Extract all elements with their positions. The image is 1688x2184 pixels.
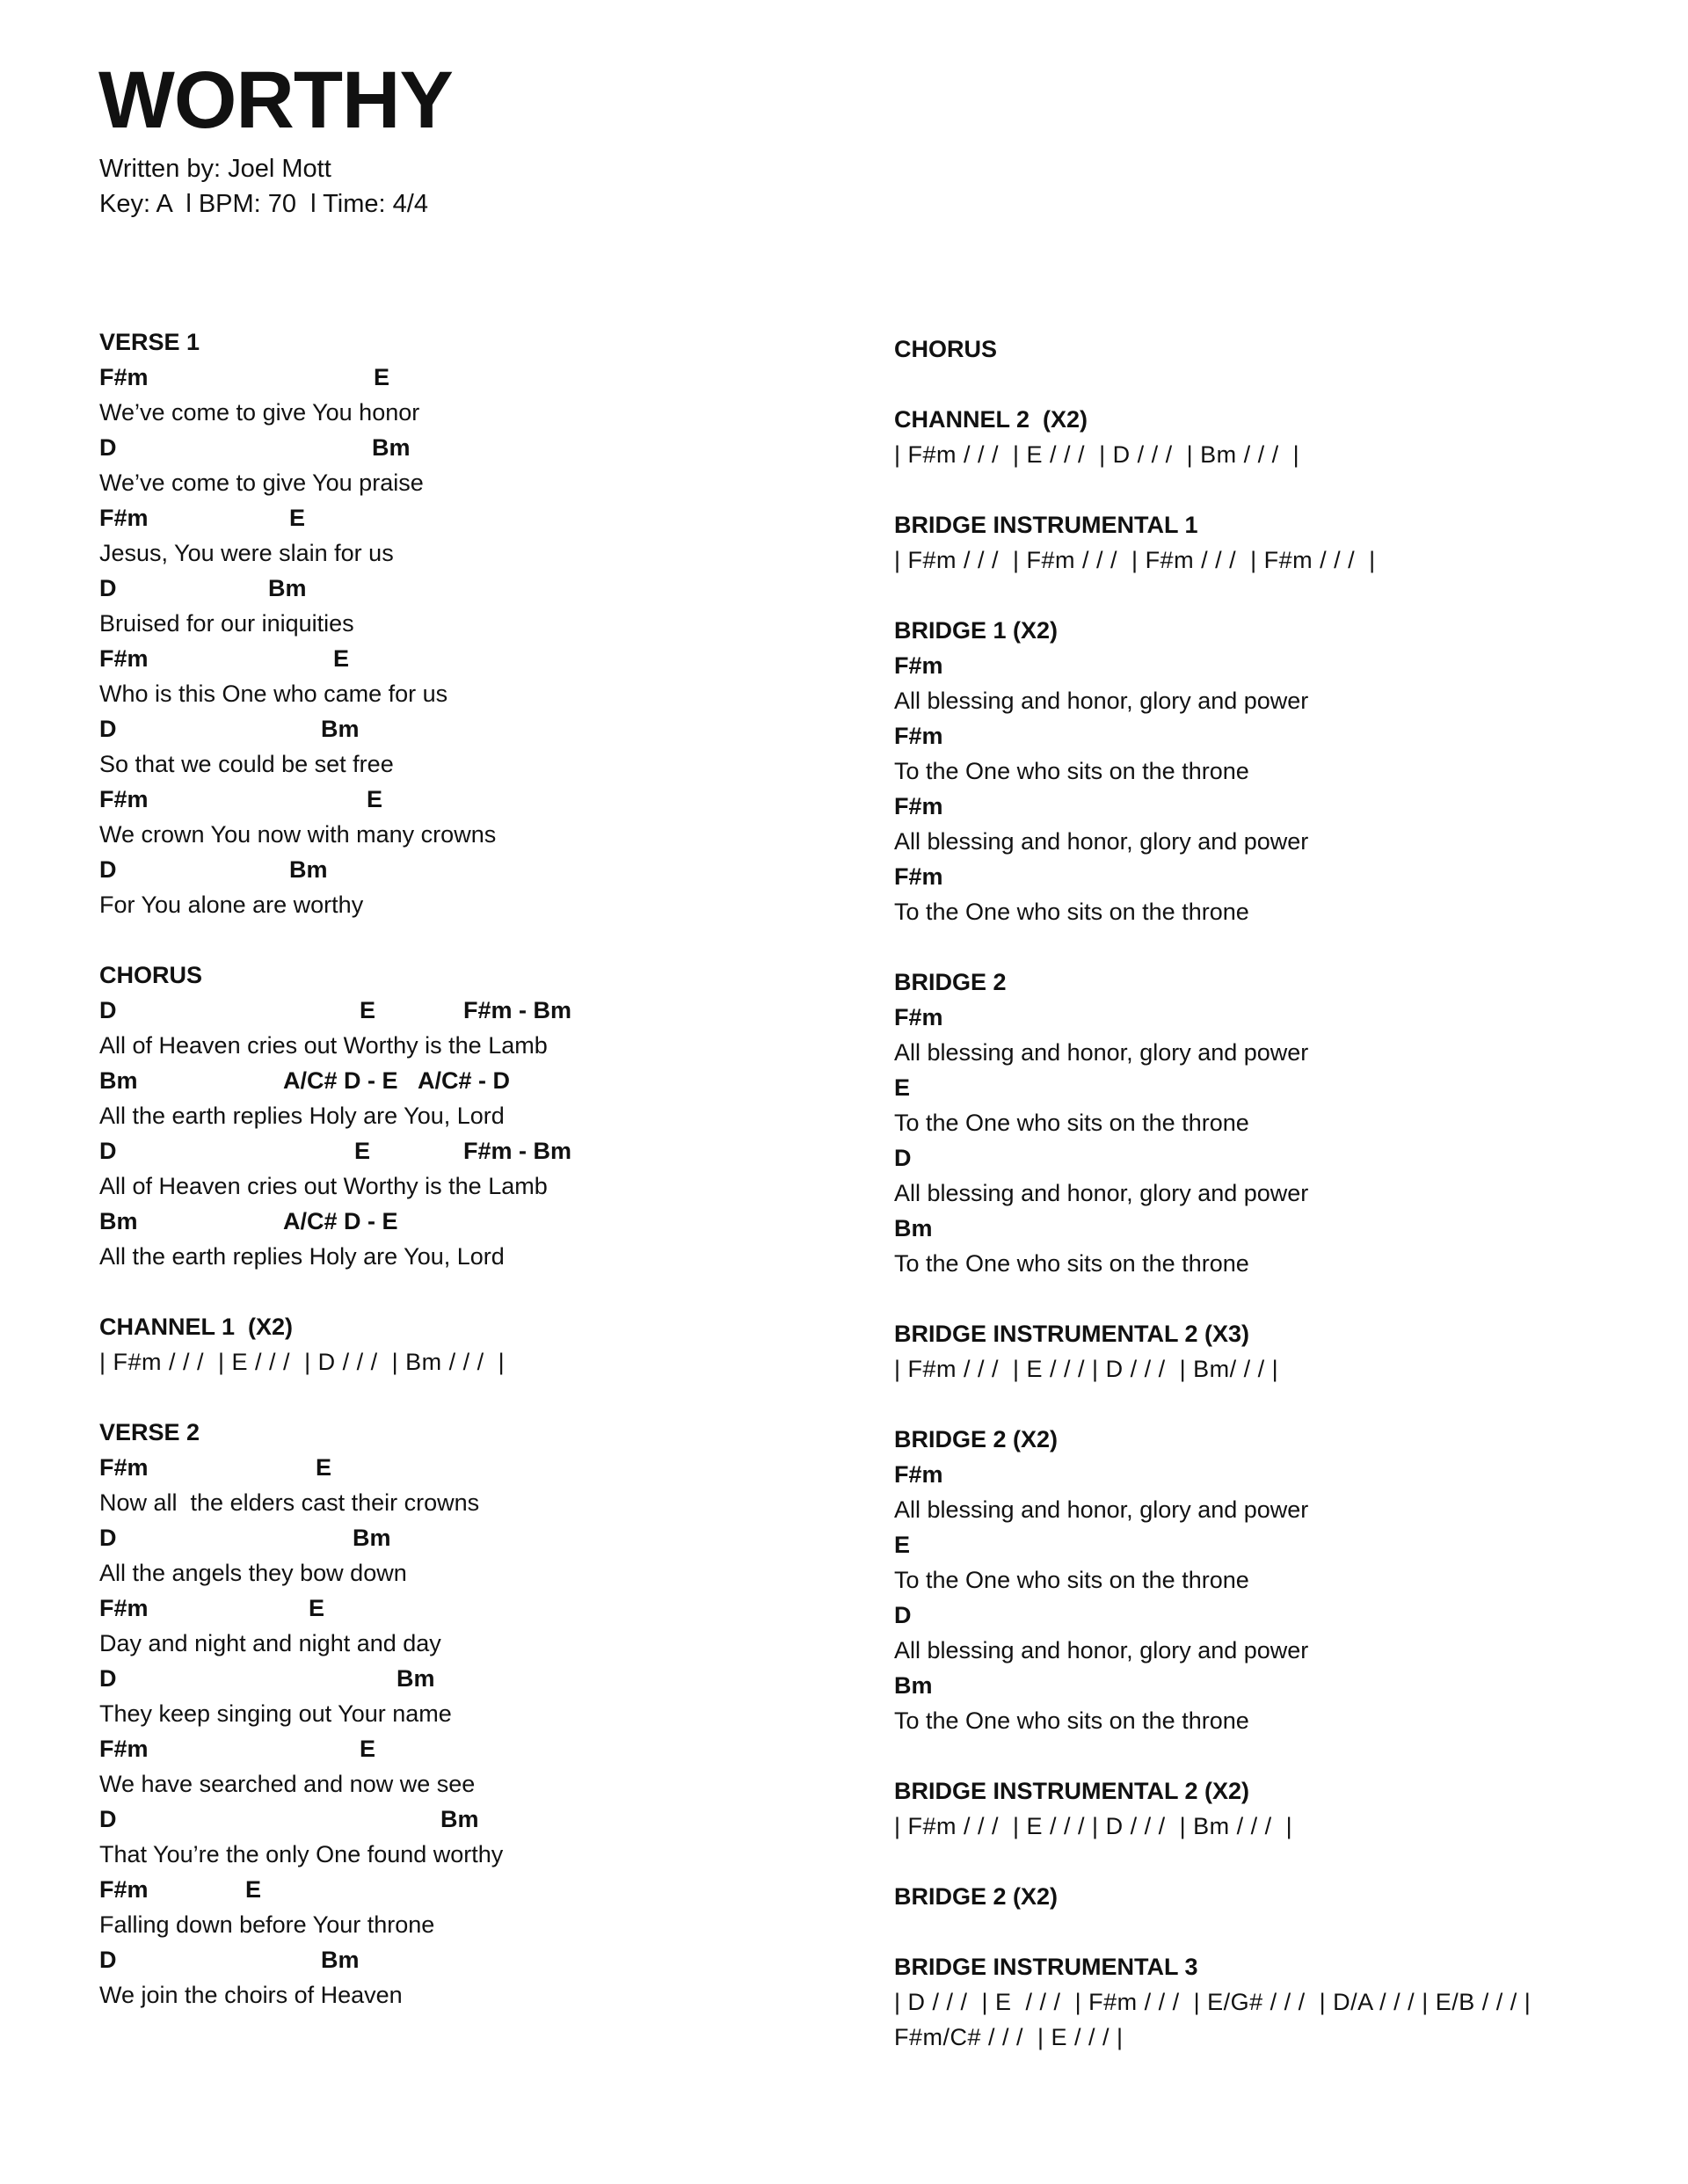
chord-line (99, 1942, 820, 1977)
lyric-line: For You alone are worthy (99, 892, 364, 918)
chord: F#m (99, 1876, 149, 1903)
lyric-line: All blessing and honor, glory and power (894, 1039, 1309, 1066)
lyric-line: All the angels they bow down (99, 1560, 407, 1586)
section-bridge-2-x2-repeat (894, 1879, 1668, 1914)
chord: Bm (397, 1665, 435, 1692)
chord: Bm (894, 1672, 933, 1699)
bar-line: | F#m / / / | E / / / | D / / / | Bm / / / | (894, 441, 1300, 468)
lyric-line: Who is this One who came for us (99, 681, 448, 707)
section-bridge-instrumental-3 (894, 1949, 1668, 2055)
chord: F#m (99, 1454, 149, 1481)
lyric-line: To the One who sits on the throne (894, 1567, 1249, 1593)
chord: D (99, 1665, 117, 1692)
section-heading: BRIDGE INSTRUMENTAL 1 (894, 512, 1198, 538)
section-heading: CHANNEL 2 (X2) (894, 406, 1088, 433)
section-bridge-2 (894, 965, 1668, 1281)
chord: Bm (894, 1215, 933, 1241)
written-by: Written by: Joel Mott (99, 155, 331, 183)
chord: Bm (99, 1067, 138, 1094)
song-meta (99, 151, 428, 222)
lyric-line: Bruised for our iniquities (99, 610, 354, 637)
chord: D (99, 856, 117, 883)
section-heading: BRIDGE 2 (X2) (894, 1426, 1059, 1452)
chord-line (99, 1520, 820, 1555)
lyric-line: To the One who sits on the throne (894, 899, 1249, 925)
chord-line (99, 1802, 820, 1837)
song-details: Key: A l BPM: 70 l Time: 4/4 (99, 190, 428, 218)
chord: D (99, 1138, 117, 1164)
bar-line: | F#m / / / | F#m / / / | F#m / / / | F#m / / / | (894, 547, 1376, 573)
chord-line (99, 1731, 820, 1766)
lyric-line: All blessing and honor, glory and power (894, 1637, 1309, 1663)
chord: F#m (99, 645, 149, 672)
chord: D (99, 1525, 117, 1551)
chord: E (333, 645, 350, 672)
left-column (99, 324, 820, 2048)
lyric-line: We have searched and now we see (99, 1771, 476, 1797)
lyric-line: All the earth replies Holy are You, Lord (99, 1103, 505, 1129)
section-bridge-2-x2 (894, 1422, 1668, 1738)
right-column (894, 331, 1668, 2090)
lyric-line: We crown You now with many crowns (99, 821, 497, 848)
chord: E (245, 1876, 262, 1903)
lyric-line: All blessing and honor, glory and power (894, 828, 1309, 855)
lyric-line: To the One who sits on the throne (894, 1250, 1249, 1277)
chord-line (99, 571, 820, 606)
chord: F#m (99, 1736, 149, 1762)
chord-line (99, 1133, 820, 1168)
section-heading: BRIDGE INSTRUMENTAL 2 (X2) (894, 1778, 1250, 1804)
chord-line (99, 1204, 820, 1239)
section-verse-1 (99, 324, 820, 922)
section-chorus (99, 957, 820, 1274)
section-bridge-instrumental-1 (894, 507, 1668, 578)
chord: A/C# - D (418, 1067, 511, 1094)
chord: Bm (99, 1208, 138, 1234)
chord: E (354, 1138, 371, 1164)
chord-line (99, 852, 820, 887)
lyric-line: We join the choirs of Heaven (99, 1982, 403, 2008)
chord: E (360, 1736, 376, 1762)
section-verse-2 (99, 1415, 820, 2013)
section-heading: VERSE 1 (99, 329, 200, 355)
chord: F#m (99, 505, 149, 531)
bar-line: F#m/C# / / / | E / / / | (894, 2024, 1124, 2050)
section-chorus-repeat (894, 331, 1668, 367)
section-heading: BRIDGE 1 (X2) (894, 617, 1059, 644)
lyric-line: To the One who sits on the throne (894, 1707, 1249, 1734)
chord-line (99, 1872, 820, 1907)
chord: Bm (353, 1525, 391, 1551)
bar-line: | F#m / / / | E / / / | D / / / | Bm / / / | (99, 1349, 506, 1375)
lyric-line: Jesus, You were slain for us (99, 540, 394, 566)
chord: E (894, 1074, 911, 1101)
chord: D (99, 716, 117, 742)
section-channel-1 (99, 1309, 820, 1380)
lyric-line: Now all the elders cast their crowns (99, 1489, 480, 1516)
chord: F#m (99, 364, 149, 390)
chord: F#m (894, 652, 943, 679)
section-bridge-instrumental-2-x3 (894, 1316, 1668, 1387)
section-heading: BRIDGE 2 (X2) (894, 1883, 1059, 1910)
chord: D (894, 1602, 912, 1628)
lyric-line: Falling down before Your throne (99, 1911, 435, 1938)
chord: D (99, 434, 117, 461)
lyric-line: To the One who sits on the throne (894, 758, 1249, 784)
chord-line (99, 1591, 820, 1626)
chord-line (99, 1063, 820, 1098)
chord: Bm (268, 575, 307, 601)
bar-line: | F#m / / / | E / / / | D / / / | Bm/ / / | (894, 1356, 1279, 1382)
chord: D (894, 1145, 912, 1171)
lyric-line: We’ve come to give You praise (99, 470, 424, 496)
lyric-line: We’ve come to give You honor (99, 399, 420, 426)
lyric-line: They keep singing out Your name (99, 1700, 452, 1727)
chord: E (289, 505, 306, 531)
lyric-line: All blessing and honor, glory and power (894, 1496, 1309, 1523)
chord: E (374, 364, 390, 390)
chord-line (99, 360, 820, 395)
chord-line (99, 430, 820, 465)
chord: E (367, 786, 383, 812)
chord-line (99, 500, 820, 535)
chord: F#m (894, 793, 943, 819)
chord: A/C# D - E (283, 1067, 398, 1094)
section-channel-2 (894, 402, 1668, 472)
lyric-line: All of Heaven cries out Worthy is the Lamb (99, 1032, 548, 1059)
chord-line (99, 1450, 820, 1485)
lyric-line: That You’re the only One found worthy (99, 1841, 504, 1867)
section-heading: CHORUS (99, 962, 203, 988)
chord: F#m - Bm (463, 997, 572, 1023)
chord-line (99, 1661, 820, 1696)
song-title: WORTHY (98, 55, 453, 145)
chord: E (360, 997, 376, 1023)
chord: F#m (894, 723, 943, 749)
chord: Bm (321, 716, 360, 742)
section-bridge-1 (894, 613, 1668, 929)
chord: Bm (321, 1947, 360, 1973)
lyric-line: Day and night and night and day (99, 1630, 441, 1656)
section-heading: VERSE 2 (99, 1419, 200, 1445)
lyric-line: All of Heaven cries out Worthy is the Lamb (99, 1173, 548, 1199)
section-heading: BRIDGE INSTRUMENTAL 3 (894, 1954, 1198, 1980)
chord: E (316, 1454, 332, 1481)
chord: E (309, 1595, 325, 1621)
chord: Bm (372, 434, 411, 461)
section-bridge-instrumental-2-x2 (894, 1773, 1668, 1844)
chord: F#m (99, 1595, 149, 1621)
chord: D (99, 1947, 117, 1973)
chord: E (894, 1532, 911, 1558)
chord: D (99, 1806, 117, 1832)
chord: F#m (894, 1004, 943, 1030)
chord-line (99, 782, 820, 817)
section-heading: CHANNEL 1 (X2) (99, 1314, 294, 1340)
chord: F#m (894, 1461, 943, 1488)
section-heading: CHORUS (894, 336, 998, 362)
chord: F#m - Bm (463, 1138, 572, 1164)
chord: F#m (99, 786, 149, 812)
chord: D (99, 997, 117, 1023)
chord: F#m (894, 863, 943, 890)
chord: Bm (289, 856, 328, 883)
bar-line: | F#m / / / | E / / / | D / / / | Bm / / / | (894, 1813, 1293, 1839)
lyric-line: All the earth replies Holy are You, Lord (99, 1243, 505, 1270)
chord: Bm (440, 1806, 479, 1832)
lyric-line: All blessing and honor, glory and power (894, 688, 1309, 714)
lyric-line: So that we could be set free (99, 751, 394, 777)
bar-line: | D / / / | E / / / | F#m / / / | E/G# / / / | D/A / / / | E/B / / / | (894, 1989, 1532, 2015)
lyric-line: All blessing and honor, glory and power (894, 1180, 1309, 1206)
section-heading: BRIDGE 2 (894, 969, 1007, 995)
chord-line (99, 993, 820, 1028)
lyric-line: To the One who sits on the throne (894, 1110, 1249, 1136)
chord: D (99, 575, 117, 601)
chord: A/C# D - E (283, 1208, 398, 1234)
chord-line (99, 641, 820, 676)
chord-line (99, 711, 820, 746)
section-heading: BRIDGE INSTRUMENTAL 2 (X3) (894, 1321, 1250, 1347)
